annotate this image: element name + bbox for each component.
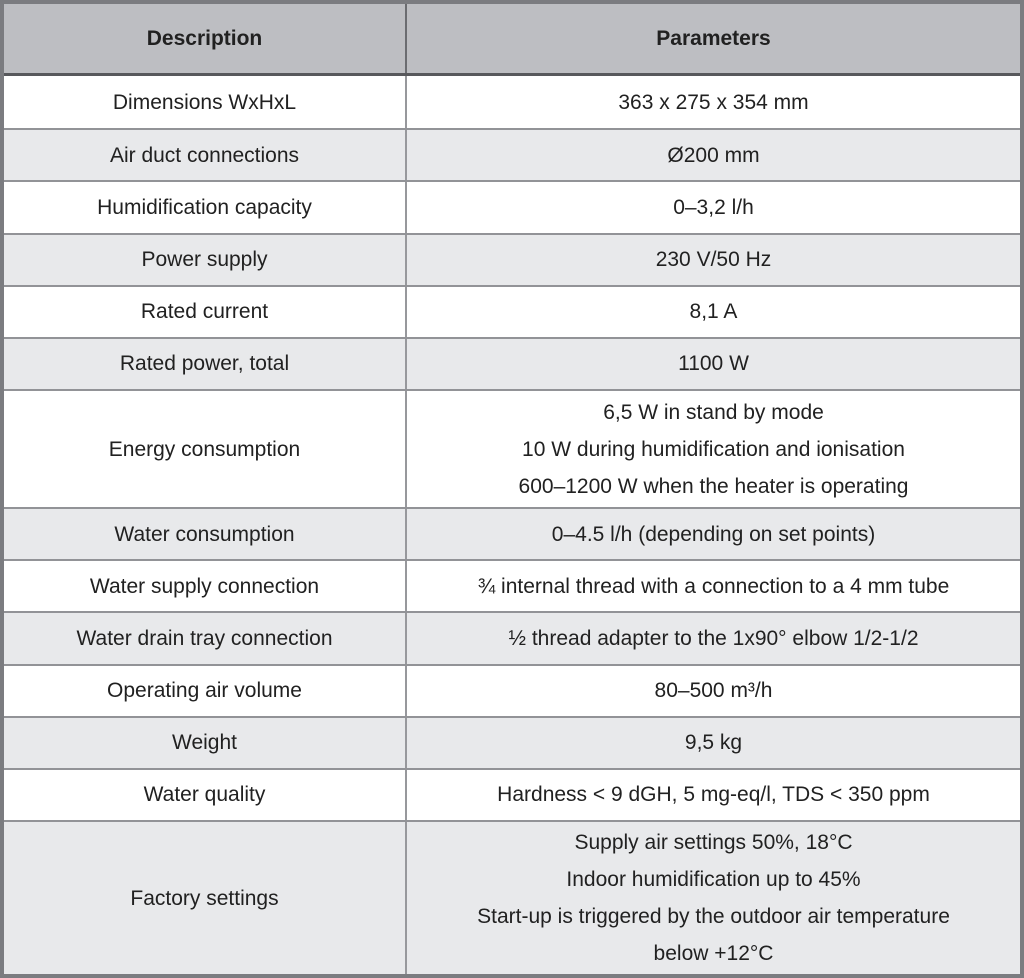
parameter-line: ½ thread adapter to the 1x90° elbow 1/2-1/2 — [508, 626, 919, 650]
description-cell: Water supply connection — [4, 561, 407, 611]
description-cell: Rated power, total — [4, 339, 407, 389]
parameter-line: 1100 W — [678, 352, 749, 376]
table-row-dimensions — [4, 76, 1020, 128]
parameters-cell — [407, 509, 1020, 559]
table-row-weight — [4, 716, 1020, 768]
table-row-factory-settings — [4, 820, 1020, 974]
table-row-water-consumption — [4, 507, 1020, 559]
header-parameters: Parameters — [656, 27, 771, 50]
parameters-cell — [407, 130, 1020, 180]
parameter-line: Hardness < 9 dGH, 5 mg-eq/l, TDS < 350 ppm — [497, 783, 930, 807]
description-cell: Dimensions WxHxL — [4, 76, 407, 128]
description-cell: Water drain tray connection — [4, 613, 407, 663]
parameters-cell — [407, 561, 1020, 611]
parameter-line: 8,1 A — [689, 300, 738, 324]
parameter-line: 363 x 275 x 354 mm — [618, 90, 809, 114]
parameter-line: Indoor humidification up to 45% — [566, 868, 861, 892]
description-cell: Factory settings — [4, 822, 407, 974]
description-cell: Operating air volume — [4, 666, 407, 716]
description-cell: Power supply — [4, 235, 407, 285]
parameters-cell — [407, 391, 1020, 507]
parameter-line: Ø200 mm — [667, 143, 760, 167]
parameters-cell — [407, 666, 1020, 716]
parameters-cell — [407, 287, 1020, 337]
table-row-rated-power — [4, 337, 1020, 389]
table-header-row — [4, 4, 1020, 76]
table-row-air-duct — [4, 128, 1020, 180]
parameter-line: Supply air settings 50%, 18°C — [574, 831, 853, 855]
table-row-operating-air-volume — [4, 664, 1020, 716]
parameters-cell — [407, 339, 1020, 389]
parameter-line: ¾ internal thread with a connection to a 4 mm tube — [477, 574, 950, 598]
description-cell: Weight — [4, 718, 407, 768]
table-row-humidification-capacity — [4, 180, 1020, 232]
description-cell: Rated current — [4, 287, 407, 337]
header-description: Description — [4, 4, 407, 73]
parameters-cell — [407, 770, 1020, 820]
parameters-cell — [407, 718, 1020, 768]
table-row-power-supply — [4, 233, 1020, 285]
table-row-water-supply-connection — [4, 559, 1020, 611]
parameter-line: 80–500 m³/h — [654, 679, 773, 703]
parameters-cell — [407, 613, 1020, 663]
parameters-cell — [407, 182, 1020, 232]
parameter-line: 6,5 W in stand by mode — [603, 400, 824, 424]
parameter-line: 600–1200 W when the heater is operating — [518, 474, 909, 498]
table-row-water-drain-tray — [4, 611, 1020, 663]
table-row-energy-consumption — [4, 389, 1020, 507]
description-cell: Air duct connections — [4, 130, 407, 180]
parameter-line: 9,5 kg — [684, 731, 743, 755]
description-cell: Water quality — [4, 770, 407, 820]
parameters-cell — [407, 76, 1020, 128]
table-row-water-quality — [4, 768, 1020, 820]
parameters-cell — [407, 822, 1020, 974]
description-cell: Water consumption — [4, 509, 407, 559]
parameter-line: Start-up is triggered by the outdoor air temperature — [477, 905, 950, 929]
parameter-line: 0–3,2 l/h — [673, 195, 754, 219]
parameter-line: below +12°C — [653, 942, 774, 966]
parameters-cell — [407, 235, 1020, 285]
description-cell: Humidification capacity — [4, 182, 407, 232]
description-cell: Energy consumption — [4, 391, 407, 507]
table-row-rated-current — [4, 285, 1020, 337]
parameter-line: 0–4.5 l/h (depending on set points) — [551, 522, 876, 546]
parameter-line: 10 W during humidification and ionisation — [522, 437, 905, 461]
parameter-line: 230 V/50 Hz — [655, 248, 772, 272]
